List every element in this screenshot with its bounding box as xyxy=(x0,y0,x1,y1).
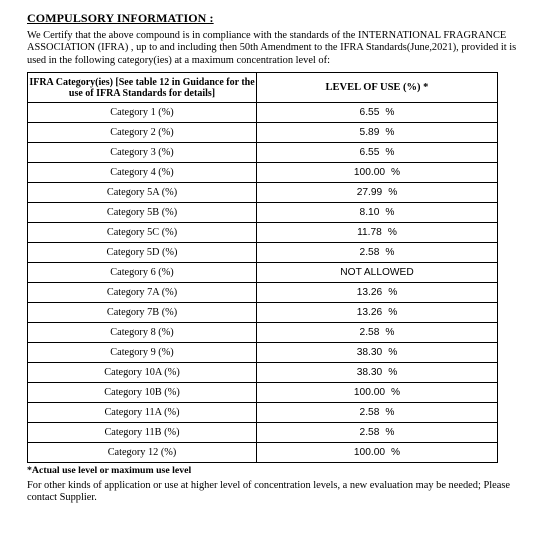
table-header-row xyxy=(28,73,498,103)
footnote: *Actual use level or maximum use level xyxy=(27,465,192,476)
level-of-use-cell xyxy=(257,443,498,463)
table-row xyxy=(28,203,498,223)
level-of-use-cell xyxy=(257,103,498,123)
level-of-use-cell xyxy=(257,323,498,343)
level-of-use-cell xyxy=(257,143,498,163)
level-unit: % xyxy=(385,207,395,218)
ifra-category-table xyxy=(27,72,498,463)
level-of-use-cell xyxy=(257,383,498,403)
category-cell: Category 3 (%) xyxy=(28,143,257,163)
category-cell: Category 7B (%) xyxy=(28,303,257,323)
table-row xyxy=(28,243,498,263)
level-of-use-cell xyxy=(257,223,498,243)
level-of-use-cell xyxy=(257,263,498,283)
level-of-use-cell xyxy=(257,423,498,443)
level-value: NOT ALLOWED xyxy=(340,267,414,278)
level-value: 11.78 xyxy=(357,227,382,238)
table-row xyxy=(28,383,498,403)
level-unit: % xyxy=(391,387,401,398)
level-of-use-cell xyxy=(257,163,498,183)
table-row xyxy=(28,343,498,363)
category-cell: Category 5A (%) xyxy=(28,183,257,203)
level-unit: % xyxy=(385,127,395,138)
table-row xyxy=(28,123,498,143)
level-unit: % xyxy=(388,307,398,318)
category-cell: Category 1 (%) xyxy=(28,103,257,123)
level-unit: % xyxy=(388,187,398,198)
level-value: 8.10 xyxy=(359,207,380,218)
level-value: 2.58 xyxy=(359,247,380,258)
table-row xyxy=(28,263,498,283)
level-unit: % xyxy=(385,327,395,338)
level-value: 13.26 xyxy=(356,287,383,298)
category-cell: Category 7A (%) xyxy=(28,283,257,303)
table-row xyxy=(28,223,498,243)
level-of-use-cell xyxy=(257,403,498,423)
table-row xyxy=(28,103,498,123)
level-unit: % xyxy=(391,167,401,178)
category-cell: Category 8 (%) xyxy=(28,323,257,343)
category-cell: Category 4 (%) xyxy=(28,163,257,183)
level-unit: % xyxy=(387,227,397,238)
level-value: 13.26 xyxy=(356,307,383,318)
table-row xyxy=(28,183,498,203)
category-cell: Category 10B (%) xyxy=(28,383,257,403)
level-unit: % xyxy=(385,247,395,258)
table-row xyxy=(28,143,498,163)
level-of-use-cell xyxy=(257,303,498,323)
level-unit: % xyxy=(388,347,398,358)
table-body xyxy=(28,103,498,463)
level-unit: % xyxy=(391,447,401,458)
level-of-use-cell xyxy=(257,243,498,263)
table-row xyxy=(28,443,498,463)
level-value: 38.30 xyxy=(356,347,383,358)
level-value: 6.55 xyxy=(359,107,380,118)
table-row xyxy=(28,423,498,443)
table-row xyxy=(28,363,498,383)
table-row xyxy=(28,163,498,183)
category-cell: Category 6 (%) xyxy=(28,263,257,283)
level-unit: % xyxy=(385,107,395,118)
level-of-use-cell xyxy=(257,363,498,383)
level-value: 27.99 xyxy=(356,187,383,198)
column-header-category: IFRA Category(ies) [See table 12 in Guidance for the use of IFRA Standards for details] xyxy=(28,73,257,103)
level-value: 100.00 xyxy=(353,387,386,398)
level-value: 2.58 xyxy=(359,427,380,438)
section-heading: COMPULSORY INFORMATION : xyxy=(27,11,214,25)
level-value: 5.89 xyxy=(359,127,380,138)
table-row xyxy=(28,323,498,343)
category-cell: Category 2 (%) xyxy=(28,123,257,143)
category-cell: Category 9 (%) xyxy=(28,343,257,363)
category-cell: Category 12 (%) xyxy=(28,443,257,463)
level-value: 6.55 xyxy=(359,147,380,158)
category-cell: Category 11B (%) xyxy=(28,423,257,443)
evaluation-note: For other kinds of application or use at higher level of concentration levels, a new evaluation may be needed; Please contact Supplier. xyxy=(27,480,511,504)
level-unit: % xyxy=(385,407,395,418)
category-cell: Category 5D (%) xyxy=(28,243,257,263)
level-value: 100.00 xyxy=(353,447,386,458)
level-unit: % xyxy=(388,287,398,298)
level-value: 2.58 xyxy=(359,407,380,418)
category-cell: Category 5C (%) xyxy=(28,223,257,243)
level-unit: % xyxy=(385,147,395,158)
category-cell: Category 5B (%) xyxy=(28,203,257,223)
table-row xyxy=(28,303,498,323)
level-of-use-cell xyxy=(257,203,498,223)
certification-statement: We Certify that the above compound is in compliance with the standards of the INTERNATIONAL FRAGRANCE ASSOCIATION (IFRA) , up to and including then 50th Amendment to the IFRA Standards(June,2021), provided it is used in the following category(ies) at a maximum concentration level of: xyxy=(27,30,517,66)
category-cell: Category 11A (%) xyxy=(28,403,257,423)
table-row xyxy=(28,403,498,423)
level-of-use-cell xyxy=(257,343,498,363)
level-unit: % xyxy=(385,427,395,438)
level-of-use-cell xyxy=(257,123,498,143)
category-cell: Category 10A (%) xyxy=(28,363,257,383)
level-value: 2.58 xyxy=(359,327,380,338)
level-unit: % xyxy=(388,367,398,378)
table-row xyxy=(28,283,498,303)
level-of-use-cell xyxy=(257,183,498,203)
level-of-use-cell xyxy=(257,283,498,303)
column-header-level-of-use: LEVEL OF USE (%) * xyxy=(257,73,498,103)
level-value: 100.00 xyxy=(353,167,386,178)
level-value: 38.30 xyxy=(356,367,383,378)
